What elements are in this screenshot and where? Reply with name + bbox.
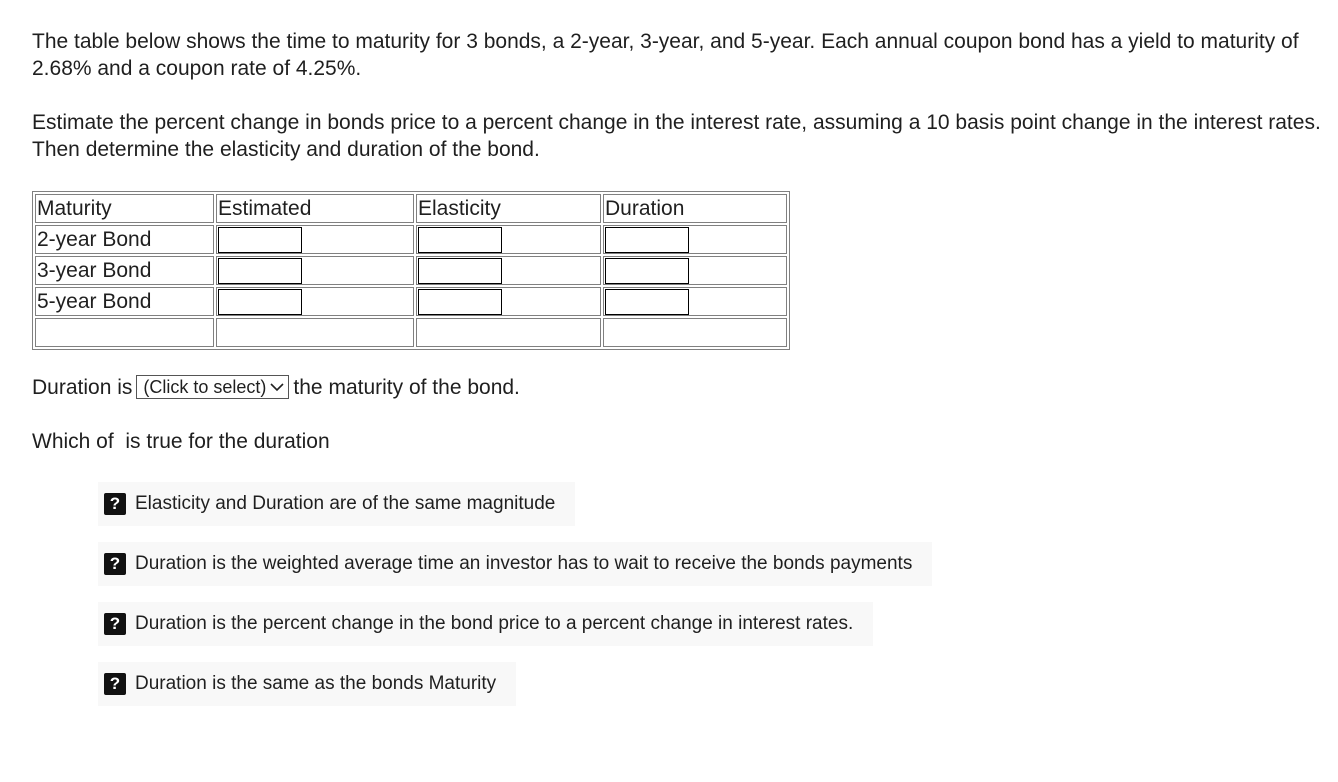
empty-cell	[216, 318, 414, 347]
select-value: (Click to select)	[143, 376, 267, 397]
bond-table	[32, 191, 790, 350]
table-header-row	[35, 194, 787, 223]
answer-option-percent-change[interactable]	[98, 602, 873, 646]
question-mark-icon: ?	[104, 613, 126, 635]
duration-input-5-year[interactable]	[605, 289, 689, 315]
question-mark-icon: ?	[104, 493, 126, 515]
which-prompt: Which of is true for the duration	[32, 430, 330, 453]
duration-input-2-year[interactable]	[605, 227, 689, 253]
elasticity-input-2-year[interactable]	[418, 227, 502, 253]
estimated-input-2-year[interactable]	[218, 227, 302, 253]
answer-option-weighted-average[interactable]	[98, 542, 932, 586]
table-empty-row	[35, 318, 787, 347]
option-text: Elasticity and Duration are of the same magnitude	[135, 493, 556, 514]
row-label-2-year: 2-year Bond	[35, 225, 214, 254]
answer-option-same-magnitude[interactable]	[98, 482, 575, 526]
option-text: Duration is the percent change in the bond price to a percent change in interest rates.	[135, 613, 854, 634]
empty-cell	[35, 318, 214, 347]
empty-cell	[416, 318, 601, 347]
elasticity-input-3-year[interactable]	[418, 258, 502, 284]
elasticity-input-5-year[interactable]	[418, 289, 502, 315]
header-elasticity: Elasticity	[416, 194, 601, 223]
question-paragraph-2: Estimate the percent change in bonds price to a percent change in the interest rate, assuming a 10 basis point change in the interest rates. Then determine the elasticity and duration of the bond.	[32, 111, 1321, 161]
chevron-down-icon	[270, 375, 284, 397]
estimated-input-5-year[interactable]	[218, 289, 302, 315]
option-text: Duration is the weighted average time an investor has to wait to receive the bonds payments	[135, 553, 913, 574]
question-mark-icon: ?	[104, 553, 126, 575]
header-maturity: Maturity	[35, 194, 214, 223]
question-mark-icon: ?	[104, 673, 126, 695]
header-estimated: Estimated	[216, 194, 414, 223]
answer-option-same-as-maturity[interactable]	[98, 662, 516, 706]
estimated-input-3-year[interactable]	[218, 258, 302, 284]
table-row	[35, 225, 787, 254]
header-duration: Duration	[603, 194, 787, 223]
duration-sentence-suffix: the maturity of the bond.	[293, 376, 520, 399]
row-label-5-year: 5-year Bond	[35, 287, 214, 316]
duration-sentence-prefix: Duration is	[32, 376, 133, 399]
duration-comparison-select[interactable]	[136, 375, 289, 399]
question-paragraph-1: The table below shows the time to maturity for 3 bonds, a 2-year, 3-year, and 5-year. Each annual coupon bond has a yield to maturity of 2.68% and a coupon rate of 4.25%.	[32, 30, 1299, 80]
row-label-3-year: 3-year Bond	[35, 256, 214, 285]
table-row	[35, 287, 787, 316]
duration-input-3-year[interactable]	[605, 258, 689, 284]
table-row	[35, 256, 787, 285]
option-text: Duration is the same as the bonds Maturity	[135, 673, 497, 694]
empty-cell	[603, 318, 787, 347]
duration-sentence	[32, 374, 520, 401]
